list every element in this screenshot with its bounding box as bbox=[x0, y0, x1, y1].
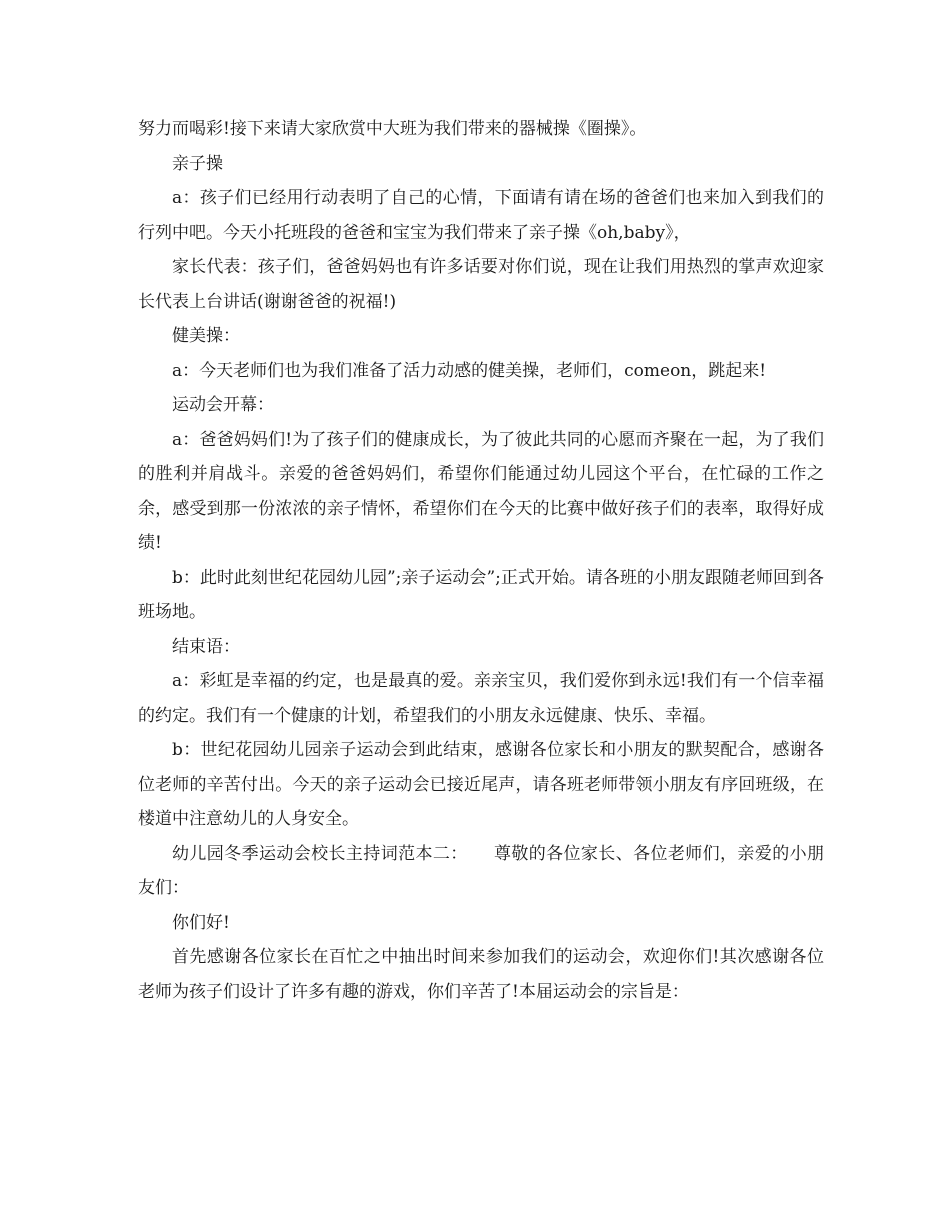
paragraph-host-b-opening: b：此时此刻世纪花园幼儿园”;亲子运动会”;正式开始。请各班的小朋友跟随老师回到各班场地。 bbox=[138, 567, 824, 622]
heading-closing: 结束语： bbox=[172, 636, 240, 657]
paragraph-parent-representative: 家长代表：孩子们，爸爸妈妈也有许多话要对你们说，现在让我们用热烈的掌声欢迎家长代表上台讲话(谢谢爸爸的祝福!) bbox=[138, 257, 824, 312]
heading-parent-child-exercise: 亲子操 bbox=[172, 153, 223, 174]
paragraph-host-a-closing: a：彩虹是幸福的约定，也是最真的爱。亲亲宝贝，我们爱你到永远!我们有一个信幸福的约定。我们有一个健康的计划，希望我们的小朋友永远健康、快乐、幸福。 bbox=[138, 671, 824, 726]
heading-aerobics: 健美操： bbox=[172, 326, 240, 346]
document-body bbox=[138, 112, 824, 1009]
paragraph-host-a-opening: a：爸爸妈妈们!为了孩子们的健康成长，为了彼此共同的心愿而齐聚在一起，为了我们的胜利并肩战斗。亲爱的爸爸妈妈们，希望你们能通过幼儿园这个平台，在忙碌的工作之余，感受到那一份浓浓的亲子情怀，希望你们在今天的比赛中做好孩子们的表率，取得好成绩! bbox=[138, 429, 824, 553]
paragraph-host-a-aerobics: a：今天老师们也为我们准备了活力动感的健美操，老师们，comeon，跳起来! bbox=[172, 360, 767, 381]
paragraph-host-b-closing: b：世纪花园幼儿园亲子运动会到此结束，感谢各位家长和小朋友的默契配合，感谢各位老师的辛苦付出。今天的亲子运动会已接近尾声，请各班老师带领小朋友有序回班级，在楼道中注意幼儿的人身安全。 bbox=[138, 740, 824, 829]
heading-opening: 运动会开幕： bbox=[172, 395, 274, 415]
paragraph-greeting: 你们好! bbox=[172, 912, 230, 933]
paragraph-thanks: 首先感谢各位家长在百忙之中抽出时间来参加我们的运动会，欢迎你们!其次感谢各位老师为孩子们设计了许多有趣的游戏，你们辛苦了!本届运动会的宗旨是： bbox=[138, 947, 824, 1002]
paragraph-template-two-heading: 幼儿园冬季运动会校长主持词范本二： 尊敬的各位家长、各位老师们，亲爱的小朋友们： bbox=[138, 843, 824, 898]
paragraph-host-a-parent-child: a：孩子们已经用行动表明了自己的心情，下面请有请在场的爸爸们也来加入到我们的行列中吧。今天小托班段的爸爸和宝宝为我们带来了亲子操《oh,baby》， bbox=[138, 188, 824, 243]
paragraph-continuation: 努力而喝彩!接下来请大家欣赏中大班为我们带来的器械操《圈操》。 bbox=[138, 119, 647, 139]
